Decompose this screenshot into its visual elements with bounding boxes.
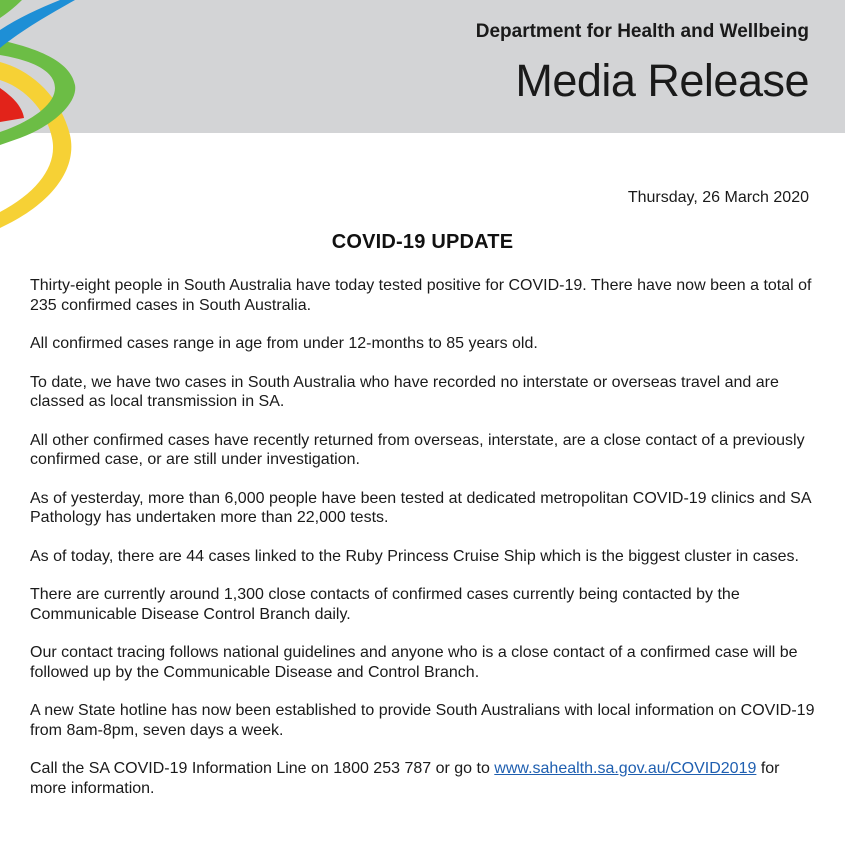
paragraph: To date, we have two cases in South Australia who have recorded no interstate or overseas travel and are classed as local transmission in SA. (30, 373, 779, 410)
department-name: Department for Health and Wellbeing (475, 21, 809, 42)
paragraph: All other confirmed cases have recently returned from overseas, interstate, are a close contact of a previously confirmed case, or are still under investigation. (30, 431, 805, 468)
paragraph: As of yesterday, more than 6,000 people have been tested at dedicated metropolitan COVID-19 clinics and SA Pathology has undertaken more than 22,000 tests. (30, 489, 811, 526)
paragraph: As of today, there are 44 cases linked to the Ruby Princess Cruise Ship which is the biggest cluster in cases. (30, 547, 799, 565)
release-body (30, 276, 820, 817)
paragraph: Thirty-eight people in South Australia have today tested positive for COVID-19. There have now been a total of 235 confirmed cases in South Australia. (30, 277, 812, 314)
media-release-title: Media Release (515, 55, 809, 106)
green-ribbon-top (0, 0, 22, 18)
paragraph: Our contact tracing follows national guidelines and anyone who is a close contact of a confirmed case will be followed up by the Communicable Disease and Control Branch. (30, 644, 798, 681)
closing-text-before-link: Call the SA COVID-19 Information Line on 1800 253 787 or go to (30, 760, 495, 777)
release-date: Thursday, 26 March 2020 (627, 189, 809, 206)
paragraph: A new State hotline has now been established to provide South Australians with local information on COVID-19 from 8am-8pm, seven days a week. (30, 702, 815, 739)
paragraph: There are currently around 1,300 close contacts of confirmed cases currently being contacted by the Communicable Disease Control Branch daily. (30, 586, 740, 623)
paragraph: All confirmed cases range in age from under 12-months to 85 years old. (30, 335, 538, 352)
closing-text-after-link: for more information. (30, 760, 780, 797)
closing-paragraph (30, 759, 820, 798)
ribbon-logo-graphic (0, 0, 90, 240)
document-heading: COVID-19 UPDATE (331, 231, 514, 253)
red-ribbon (0, 88, 24, 122)
sahealth-covid-link[interactable]: www.sahealth.sa.gov.au/COVID2019 (494, 760, 757, 777)
